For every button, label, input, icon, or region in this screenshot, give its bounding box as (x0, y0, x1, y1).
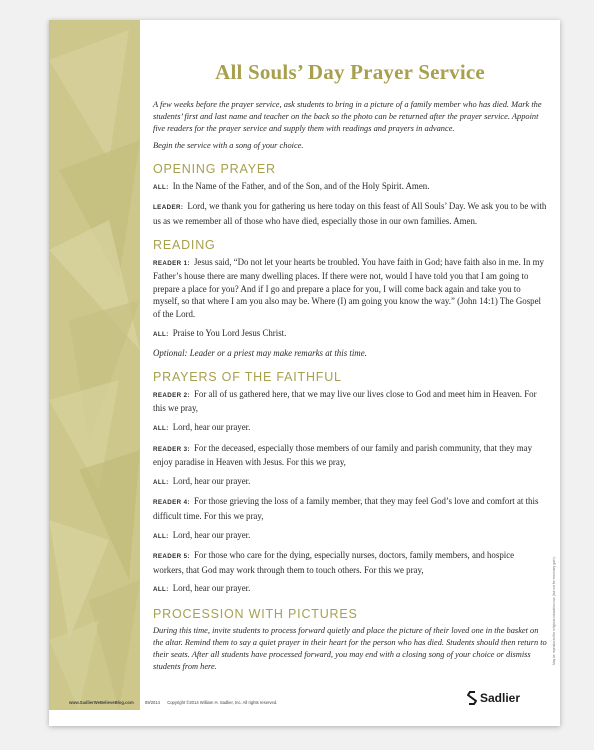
opening-all-line (153, 180, 547, 195)
speaker-label: ALL: (153, 183, 169, 191)
line-text: Lord, hear our prayer. (172, 475, 251, 486)
prayer-all-response (153, 475, 547, 490)
sadlier-logo (467, 691, 520, 705)
footer (69, 700, 283, 705)
decorative-sidebar (49, 20, 140, 710)
speaker-label: ALL: (153, 424, 169, 432)
document-title: All Souls’ Day Prayer Service (215, 60, 485, 84)
logo-text: Sadlier (480, 691, 521, 705)
line-text: Lord, we thank you for gathering us here today on this feast of All Souls’ Day. We ask you to be with us as we remember all of those who have died, especially those in our own families. Amen. (153, 201, 547, 226)
speaker-label: ALL: (153, 330, 169, 338)
speaker-label: ALL: (153, 478, 169, 486)
line-text: Lord, hear our prayer. (172, 529, 251, 540)
intro-paragraph: A few weeks before the prayer service, ask students to bring in a picture of a family member who has died. Mark the students’ first and last name and teacher on the back so the photo can be returned after the prayer service. Appoint five readers for the prayer service and supply them with readings and prayers in advance. (153, 100, 542, 134)
prayer-reader5-line (153, 549, 547, 576)
footer-copyright: Copyright ©2014 William H. Sadlier, Inc. All rights reserved. (167, 700, 278, 705)
line-text: For those who care for the dying, especially nurses, doctors, family members, and hospice workers, that God may work through them to touch others. For this we pray, (153, 550, 515, 575)
section-heading-reading: READING (153, 237, 216, 252)
prayer-all-response (153, 421, 547, 436)
footer-date: 09/2014 (144, 700, 161, 705)
line-text: Lord, hear our prayer. (172, 421, 251, 432)
section-heading-procession: PROCESSION WITH PICTURES (153, 606, 358, 621)
footer-url[interactable]: www.SadlierWeBelieveBlog.com (69, 700, 134, 705)
intro-song: Begin the service with a song of your choice. (153, 140, 304, 150)
worksheet-content (153, 60, 547, 678)
reading-note: Optional: Leader or a priest may make remarks at this time. (153, 348, 367, 359)
line-text: In the Name of the Father, and of the Son, and of the Holy Spirit. Amen. (172, 180, 430, 191)
line-text: For those grieving the loss of a family member, that they may feel God’s love and comfort at this difficult time. For this we pray, (153, 496, 539, 521)
reading-reader1-line (153, 256, 547, 321)
line-text: Jesus said, “Do not let your hearts be troubled. You have faith in God; have faith also in me. In my Father’s house there are many dwelling places. If there were not, would I have told you that I am going to prepare a place for you? And if I go and prepare a place for you, I will come back again and take you to myself, so that where I am you also may be. Where (I) am going you know the way.” (John 14:1) The Gospel of the Lord. (153, 256, 544, 319)
procession-paragraph: During this time, invite students to process forward quietly and place the picture of their loved one in the basket on the altar. Remind them to say a quiet prayer in their heart for the person who has died. Students should then return to their seats. After all students have processed forward, you may end with a closing song of your choice or dismiss students from here. (153, 625, 547, 672)
opening-leader-line (153, 200, 547, 227)
line-text: Praise to You Lord Jesus Christ. (172, 327, 287, 338)
sidebar-pattern (49, 20, 140, 710)
prayer-reader4-line (153, 495, 547, 522)
speaker-label: READER 4: (153, 499, 190, 507)
speaker-label: ALL: (153, 586, 169, 594)
prayer-all-response (153, 529, 547, 544)
speaker-label: READER 3: (153, 445, 190, 453)
line-text: For all of us gathered here, that we may live our lives close to God and meet him in Heaven. For this we pray, (153, 388, 537, 414)
line-text: Lord, hear our prayer. (172, 583, 251, 594)
section-heading-opening-prayer: OPENING PRAYER (153, 161, 276, 176)
prayer-all-response (153, 582, 547, 597)
speaker-label: READER 2: (153, 391, 190, 399)
speaker-label: LEADER: (153, 204, 184, 212)
reproduction-note: May be reproduced for religious education use (but not for monetary gain). (552, 556, 556, 665)
line-text: For the deceased, especially those members of our family and parish community, that they may enjoy paradise in Heaven with Jesus. For this we pray, (153, 442, 533, 468)
prayer-reader2-line (153, 388, 547, 415)
speaker-label: READER 5: (153, 553, 190, 561)
speaker-label: READER 1: (153, 259, 190, 267)
sadlier-s-icon (467, 691, 477, 705)
speaker-label: ALL: (153, 532, 169, 540)
worksheet-page (49, 20, 560, 726)
section-heading-prayers: PRAYERS OF THE FAITHFUL (153, 369, 342, 384)
reading-all-line (153, 327, 547, 342)
prayer-reader3-line (153, 442, 547, 469)
